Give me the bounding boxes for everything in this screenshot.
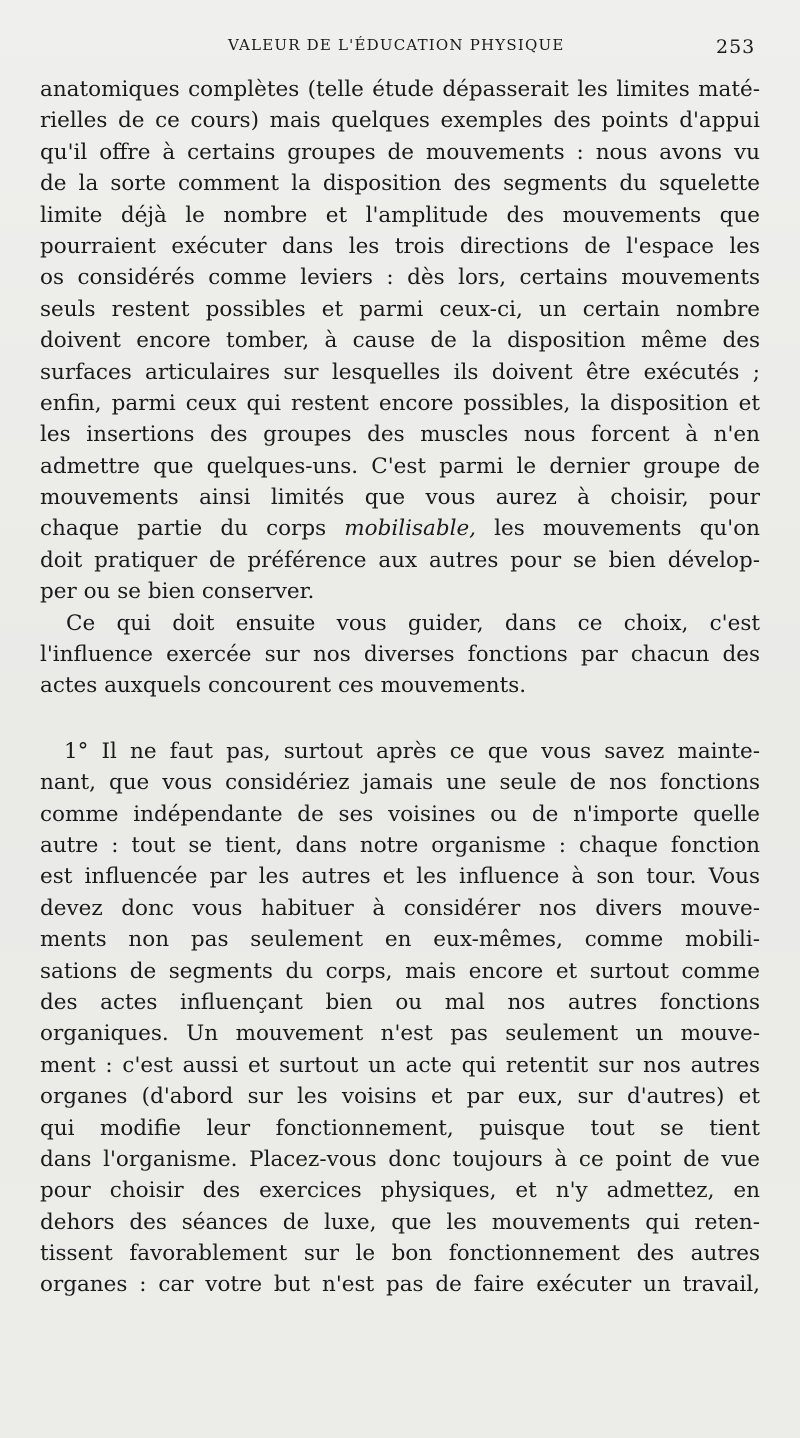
text-line: limite déjà le nombre et l'amplitude des mouvements que	[40, 202, 760, 228]
text-line: nant, que vous considériez jamais une seule de nos fonctions	[40, 770, 760, 796]
text-line: est influencée par les autres et les influence à son tour. Vous	[40, 864, 760, 890]
text-line: comme indépendante de ses voisines ou de n'importe quelle	[40, 801, 760, 827]
text-line: qui modifie leur fonctionnement, puisque tout se tient	[40, 1115, 760, 1141]
text-line: qu'il offre à certains groupes de mouvements : nous avons vu	[40, 139, 760, 165]
text-line: tissent favorablement sur le bon fonctionnement des autres	[40, 1241, 760, 1267]
text-line: admettre que quelques-uns. C'est parmi le dernier groupe de	[40, 453, 760, 479]
text-line: mouvements ainsi limités que vous aurez à choisir, pour	[40, 485, 760, 511]
text-line: 1° Il ne faut pas, surtout après ce que vous savez mainte-	[64, 738, 760, 764]
text-line: Ce qui doit ensuite vous guider, dans ce choix, c'est	[66, 610, 760, 636]
text-run: les mouvements qu'on	[476, 516, 760, 542]
text-line: ment : c'est aussi et surtout un acte qui retentit sur nos autres	[40, 1052, 760, 1078]
text-line: anatomiques complètes (telle étude dépasserait les limites maté-	[40, 77, 760, 102]
text-line: sations de segments du corps, mais encore et surtout comme	[40, 958, 760, 984]
text-line: enfin, parmi ceux qui restent encore possibles, la disposition et	[40, 390, 760, 416]
text-line: autre : tout se tient, dans notre organisme : chaque fonction	[40, 832, 760, 858]
text-line: organiques. Un mouvement n'est pas seulement un mouve-	[40, 1021, 760, 1047]
page-number: 253	[716, 36, 756, 58]
text-line: de la sorte comment la disposition des segments du squelette	[40, 171, 760, 197]
text-line: ments non pas seulement en eux-mêmes, comme mobili-	[40, 927, 760, 953]
text-line: dans l'organisme. Placez-vous donc toujours à ce point de vue	[40, 1146, 760, 1172]
italic-term: mobilisable,	[344, 516, 477, 542]
text-line-with-italic	[40, 513, 760, 544]
text-line: actes auxquels concourent ces mouvements.	[40, 673, 527, 699]
text-line: per ou se bien conserver.	[40, 579, 315, 605]
text-line: doit pratiquer de préférence aux autres pour se bien dévelop-	[40, 547, 760, 573]
text-line: surfaces articulaires sur lesquelles ils doivent être exécutés ;	[40, 359, 760, 385]
body-text	[40, 74, 760, 1301]
text-line: pour choisir des exercices physiques, et n'y admettez, en	[40, 1178, 760, 1204]
text-line: organes : car votre but n'est pas de faire exécuter un travail,	[40, 1272, 760, 1298]
text-line: pourraient exécuter dans les trois directions de l'espace les	[40, 233, 760, 259]
paragraph-2	[40, 608, 760, 702]
text-line: rielles de ce cours) mais quelques exemples des points d'appui	[40, 108, 760, 134]
text-run: chaque partie du corps	[40, 516, 345, 542]
paragraph-gap	[40, 702, 760, 736]
paragraph-1	[40, 74, 760, 608]
text-line: l'influence exercée sur nos diverses fonctions par chacun des	[40, 642, 760, 668]
running-head-title: VALEUR DE L'ÉDUCATION PHYSIQUE	[228, 36, 565, 54]
text-line: seuls restent possibles et parmi ceux-ci, un certain nombre	[40, 296, 760, 322]
text-line: les insertions des groupes des muscles nous forcent à n'en	[40, 422, 760, 448]
text-line: des actes influençant bien ou mal nos autres fonctions	[40, 989, 760, 1015]
text-line: organes (d'abord sur les voisins et par eux, sur d'autres) et	[40, 1084, 760, 1110]
paragraph-3	[40, 736, 760, 1301]
text-line: dehors des séances de luxe, que les mouvements qui reten-	[40, 1209, 760, 1235]
text-line: os considérés comme leviers : dès lors, certains mouvements	[40, 265, 760, 291]
text-line: devez donc vous habituer à considérer nos divers mouve-	[40, 895, 760, 921]
text-line: doivent encore tomber, à cause de la disposition même des	[40, 328, 760, 354]
running-head	[0, 34, 800, 64]
